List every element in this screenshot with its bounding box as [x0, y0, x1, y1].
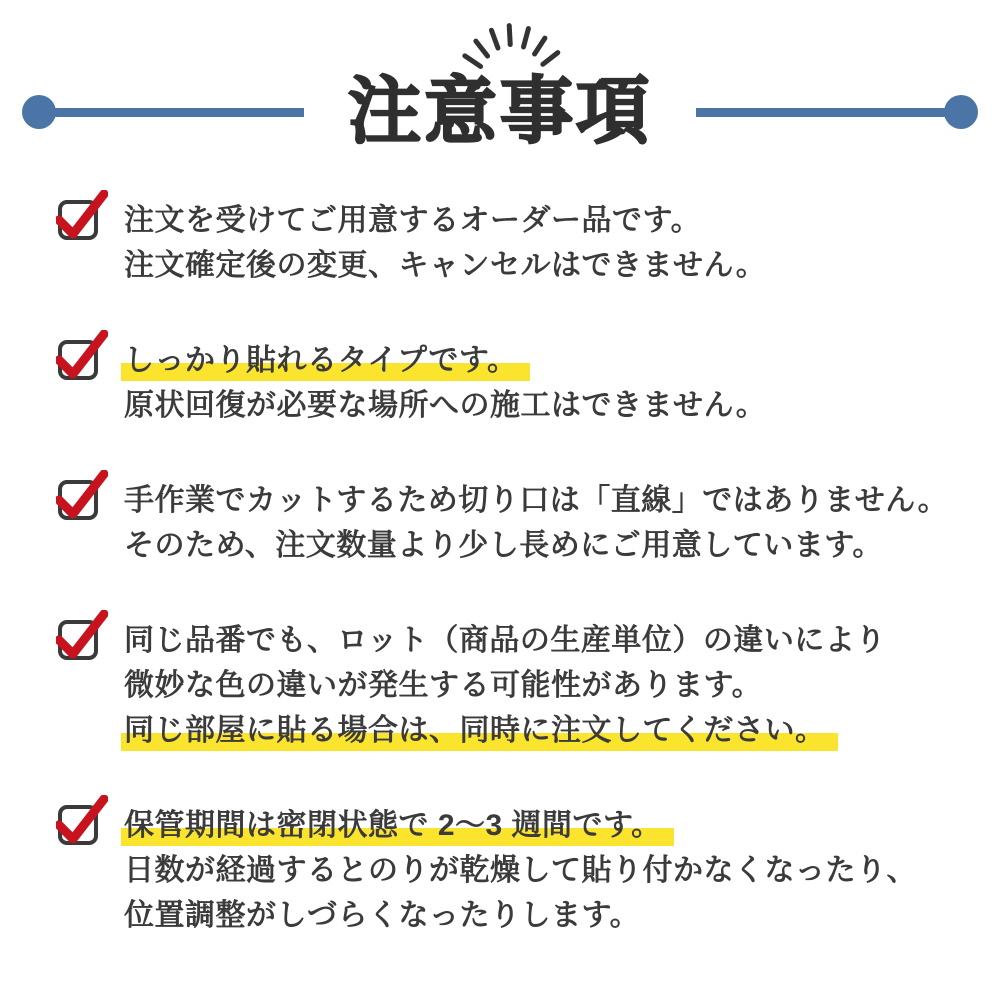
- title-row: [0, 72, 1000, 152]
- line-text: 日数が経過するとのりが乾燥して貼り付かなくなったり、: [124, 854, 917, 887]
- line-text: そのため、注文数量より少し長めにご用意しています。: [124, 529, 883, 562]
- notice-item-text: [124, 803, 917, 938]
- highlighted-text: しっかり貼れるタイプです。: [121, 344, 530, 381]
- burst-ray: [461, 52, 484, 70]
- burst-ray: [531, 35, 548, 58]
- notice-item: [56, 478, 980, 568]
- burst-ray: [488, 27, 501, 51]
- burst-ray: [506, 23, 512, 47]
- title-rule-right: [696, 108, 970, 117]
- notice-item: [56, 338, 980, 428]
- line-text: 同じ品番でも、ロット（商品の生産単位）の違いにより: [124, 624, 886, 657]
- notice-line: [124, 893, 917, 938]
- notice-line: [124, 198, 766, 243]
- notice-line: [124, 803, 917, 848]
- notice-line: [124, 338, 766, 383]
- checkbox-checked-icon: [56, 330, 108, 380]
- line-text: 微妙な色の違いが発生する可能性があります。: [124, 669, 763, 702]
- line-text: 注文を受けてご用意するオーダー品です。: [124, 204, 702, 237]
- checkbox-checked-icon: [56, 795, 108, 845]
- notice-line: [124, 848, 917, 893]
- header: [0, 0, 1000, 152]
- line-text: 注文確定後の変更、キャンセルはできません。: [124, 249, 767, 282]
- notice-line: [124, 663, 886, 708]
- line-text: 手作業でカットするため切り口は「直線」ではありません。: [124, 484, 949, 517]
- notice-item-text: [124, 478, 948, 568]
- checkbox-checked-icon: [56, 470, 108, 520]
- line-text: 原状回復が必要な場所への施工はできません。: [124, 389, 767, 422]
- burst-ray: [472, 38, 491, 60]
- notice-item: [56, 198, 980, 288]
- notice-line: [124, 243, 766, 288]
- highlighted-text: 同じ部屋に貼る場合は、同時に注文してください。: [121, 714, 838, 751]
- notice-item-text: [124, 198, 766, 288]
- checkbox-checked-icon: [56, 610, 108, 660]
- title-rule-left: [30, 108, 304, 117]
- notice-item-text: [124, 338, 766, 428]
- page-title: 注意事項: [348, 71, 652, 152]
- notice-line: [124, 618, 886, 663]
- notice-line: [124, 708, 886, 753]
- notice-line: [124, 478, 948, 523]
- burst-ray: [520, 26, 531, 50]
- notice-item: [56, 618, 980, 753]
- checkbox-checked-icon: [56, 190, 108, 240]
- line-text: 位置調整がしづらくなったりします。: [124, 899, 641, 932]
- highlighted-text: 保管期間は密閉状態で 2～3 週間です。: [121, 809, 674, 846]
- notice-line: [124, 523, 948, 568]
- notice-list: [0, 198, 1000, 938]
- notice-item-text: [124, 618, 886, 753]
- notice-item: [56, 803, 980, 938]
- notice-line: [124, 383, 766, 428]
- burst-ray: [539, 49, 561, 68]
